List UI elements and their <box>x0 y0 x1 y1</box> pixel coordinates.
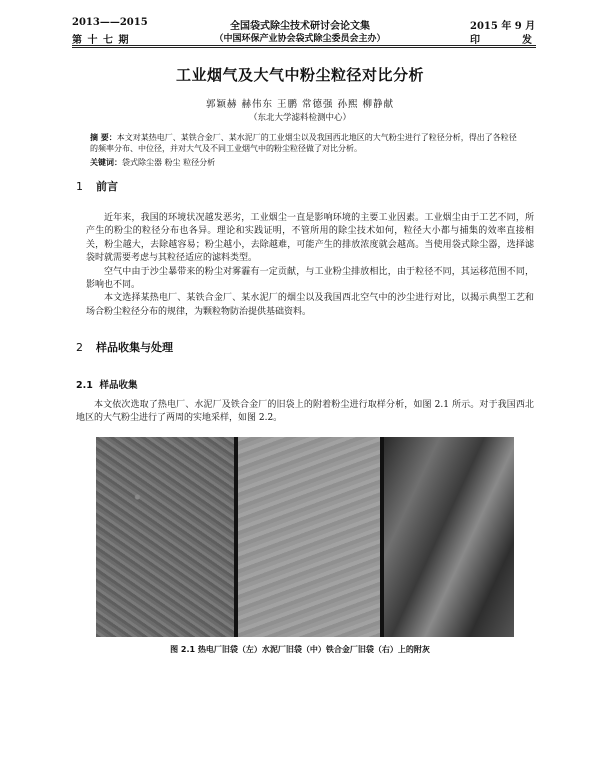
keywords-label: 关键词： <box>90 157 122 167</box>
section-1-paragraph-2: 空气中由于沙尘暴带来的粉尘对雾霾有一定贡献，与工业粉尘排放相比，由于粒径不同，其运移范围不同，影响也不同。 <box>86 266 534 291</box>
header-organizer: （中国环保产业协会袋式除尘委员会主办） <box>214 34 386 44</box>
paper-title: 工业烟气及大气中粉尘粒径对比分析 <box>175 66 424 84</box>
figure-2-1-caption: 图 2.1 热电厂旧袋（左）水泥厂旧袋（中）铁合金厂旧袋（右）上的附灰 <box>170 645 430 654</box>
section-2-1-heading <box>76 377 137 391</box>
abstract-text: 本文对某热电厂、某铁合金厂、某水泥厂的工业烟尘以及我国西北地区的大气粉尘进行了粒径分析，得出了各粒径的频率分布、中位径，并对大气及不同工业烟气中的粉尘粒径做了对比分析。 <box>90 133 517 153</box>
section-1-number: 1 <box>76 180 83 193</box>
section-2-1-title: 样品收集 <box>99 380 138 391</box>
section-2-1-paragraph-1: 本文依次选取了热电厂、水泥厂及铁合金厂的旧袋上的附着粉尘进行取样分析，如图 2.1 所示。对于我国西北地区的大气粉尘进行了两周的实地采样，如图 2.2。 <box>76 400 534 424</box>
section-2-1-number: 2.1 <box>76 380 93 391</box>
section-2-1-body <box>76 399 534 426</box>
header-issue-char: 发 <box>522 35 532 46</box>
section-1-heading <box>76 178 118 194</box>
abstract <box>90 132 520 154</box>
figure-panel-ferroalloy-plant-bag <box>384 437 514 637</box>
header-rule <box>72 45 536 46</box>
figure-panel-cement-plant-bag <box>238 437 384 637</box>
section-1-title: 前言 <box>96 180 118 193</box>
section-1-paragraph-3: 本文选择某热电厂、某铁合金厂、某水泥厂的烟尘以及我国西北空气中的沙尘进行对比，以揭示典型工艺和场合粉尘粒径分布的规律，为颗粒物防治提供基础资料。 <box>86 293 534 317</box>
abstract-label: 摘 要： <box>90 132 117 142</box>
header-print-char: 印 <box>470 35 480 46</box>
header-rule-double <box>72 47 536 48</box>
header-issue: 第 十 七 期 <box>72 35 130 46</box>
figure-panel-power-plant-bag <box>96 437 238 637</box>
section-1-body <box>86 212 534 319</box>
section-2-heading <box>76 339 173 355</box>
section-1-paragraph-1: 近年来，我国的环境状况越发恶劣，工业烟尘一直是影响环境的主要工业因素。工业烟尘由于工艺不同，所产生的粉尘的粒径分布也各异。理论和实践证明，不管所用的除尘技术如何，粒径大小都与捕集的效率直接相关，粉尘越大，去除越容易；粉尘越小，去除越难，可能产生的排放浓度就会越高。当使用袋式除尘器，选择滤袋时就需要考虑与其粒径适应的滤料类型。 <box>86 213 534 264</box>
paper-affiliation: （东北大学滤料检测中心） <box>248 113 351 123</box>
keywords <box>90 157 520 168</box>
header-date: 2015 年 9 月 <box>470 21 536 32</box>
section-2-title: 样品收集与处理 <box>96 341 173 354</box>
keywords-text: 袋式除尘器 粉尘 粒径分析 <box>122 158 216 167</box>
paper-authors: 郭颖赫 赫伟东 王鹏 常德强 孙熙 柳静献 <box>205 99 395 110</box>
header-journal-title: 全国袋式除尘技术研讨会论文集 <box>230 21 370 32</box>
section-2-number: 2 <box>76 341 83 354</box>
figure-2-1-photo <box>96 437 514 637</box>
header-year-range: 2013——2015 <box>72 17 148 28</box>
